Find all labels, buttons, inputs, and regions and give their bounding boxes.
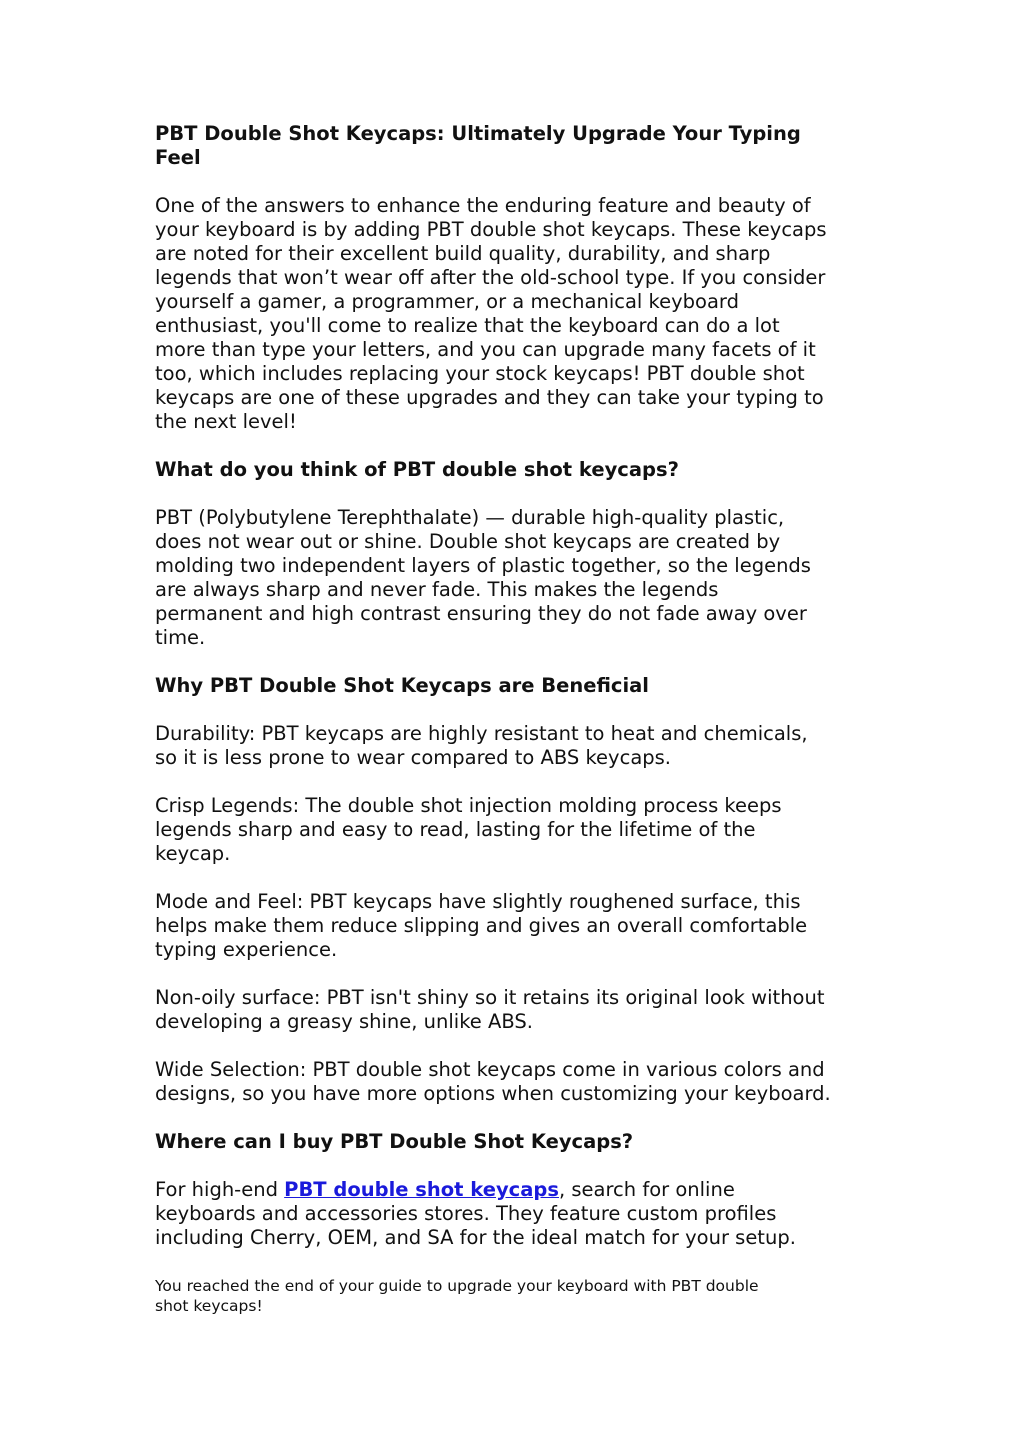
where-pre: For high-end: [155, 1178, 285, 1201]
text-line: more than type your letters, and you can upgrade many facets of it: [155, 338, 816, 361]
text-line: too, which includes replacing your stock keycaps! PBT double shot: [155, 362, 805, 385]
text-line: legends sharp and easy to read, lasting for the lifetime of the: [155, 818, 756, 841]
text-line: are noted for their excellent build quality, durability, and sharp: [155, 242, 771, 265]
text-line: so it is less prone to wear compared to ABS keycaps.: [155, 746, 671, 769]
text-line: designs, so you have more options when customizing your keyboard.: [155, 1082, 831, 1105]
text-line: PBT (Polybutylene Terephthalate) — durable high-quality plastic,: [155, 506, 785, 529]
text-line: the next level!: [155, 410, 297, 433]
text-line: legends that won’t wear off after the old-school type. If you consider: [155, 266, 826, 289]
crisp-legends-paragraph: [155, 794, 885, 866]
heading-why: Why PBT Double Shot Keycaps are Beneficial: [155, 674, 649, 697]
text-line: time.: [155, 626, 206, 649]
text-line: Mode and Feel: PBT keycaps have slightly roughened surface, this: [155, 890, 801, 913]
text-line: keycaps are one of these upgrades and they can take your typing to: [155, 386, 824, 409]
text-line: One of the answers to enhance the enduring feature and beauty of: [155, 194, 811, 217]
text-line: are always sharp and never fade. This makes the legends: [155, 578, 719, 601]
text-line: shot keycaps!: [155, 1297, 263, 1315]
text-line: developing a greasy shine, unlike ABS.: [155, 1010, 533, 1033]
heading-what: What do you think of PBT double shot keycaps?: [155, 458, 679, 481]
durability-paragraph: [155, 722, 885, 770]
text-line: Non-oily surface: PBT isn't shiny so it retains its original look without: [155, 986, 825, 1009]
text-line: including Cherry, OEM, and SA for the ideal match for your setup.: [155, 1226, 796, 1249]
title-line-1: PBT Double Shot Keycaps: Ultimately Upgrade Your Typing: [155, 122, 801, 145]
document-page: [155, 122, 885, 1316]
text-line: does not wear out or shine. Double shot keycaps are created by: [155, 530, 781, 553]
text-line: Crisp Legends: The double shot injection molding process keeps: [155, 794, 782, 817]
text-line: Durability: PBT keycaps are highly resistant to heat and chemicals,: [155, 722, 808, 745]
text-line: keycap.: [155, 842, 231, 865]
text-line: You reached the end of your guide to upgrade your keyboard with PBT double: [155, 1277, 759, 1295]
text-line: typing experience.: [155, 938, 338, 961]
pbt-keycaps-link[interactable]: PBT double shot keycaps: [284, 1178, 559, 1201]
title-line-2: Feel: [155, 146, 201, 169]
wide-selection-paragraph: [155, 1058, 885, 1106]
where-post: , search for online: [558, 1178, 735, 1201]
heading-where: Where can I buy PBT Double Shot Keycaps?: [155, 1130, 634, 1153]
text-line: your keyboard is by adding PBT double shot keycaps. These keycaps: [155, 218, 827, 241]
text-line: permanent and high contrast ensuring they do not fade away over: [155, 602, 807, 625]
text-line: molding two independent layers of plastic together, so the legends: [155, 554, 811, 577]
intro-paragraph: [155, 194, 885, 434]
text-line: Wide Selection: PBT double shot keycaps come in various colors and: [155, 1058, 825, 1081]
text-line: yourself a gamer, a programmer, or a mechanical keyboard: [155, 290, 739, 313]
non-oily-paragraph: [155, 986, 885, 1034]
text-line: enthusiast, you'll come to realize that the keyboard can do a lot: [155, 314, 780, 337]
closing-note: [155, 1276, 885, 1316]
page-title: [155, 122, 885, 170]
text-line: helps make them reduce slipping and gives an overall comfortable: [155, 914, 808, 937]
where-paragraph: [155, 1178, 885, 1250]
mode-feel-paragraph: [155, 890, 885, 962]
what-paragraph: [155, 506, 885, 650]
text-line: keyboards and accessories stores. They feature custom profiles: [155, 1202, 777, 1225]
